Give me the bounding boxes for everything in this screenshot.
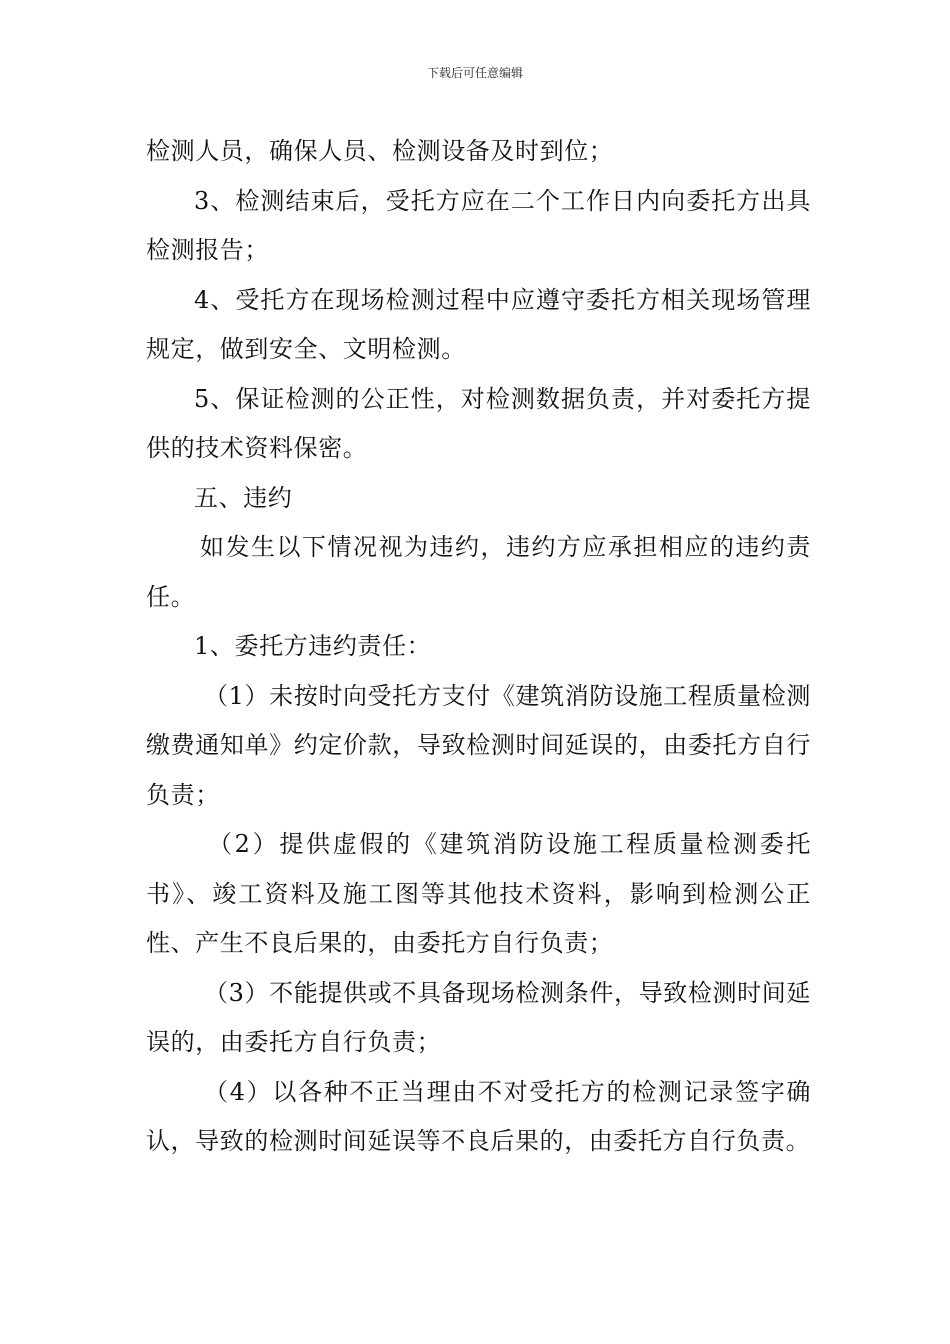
paragraph-breach-intro: 如发生以下情况视为违约，违约方应承担相应的违约责任。 [146,533,811,611]
section-heading-breach: 五、违约 [194,483,293,512]
paragraph-client-breach-1: （1）未按时向受托方支付《建筑消防设施工程质量检测缴费通知单》约定价款，导致检测时间延误的，由委托方自行负责； [146,681,811,809]
paragraph-client-breach-title: 1、委托方违约责任： [194,632,432,660]
paragraph-item-3: 3、检测结束后，受托方应在二个工作日内向委托方出具检测报告； [146,186,811,264]
paragraph-item-4: 4、受托方在现场检测过程中应遵守委托方相关现场管理规定，做到安全、文明检测。 [146,285,811,363]
paragraph-continuation: 检测人员，确保人员、检测设备及时到位； [146,137,614,165]
paragraph-client-breach-4: （4）以各种不正当理由不对受托方的检测记录签字确认，导致的检测时间延误等不良后果的，由委托方自行负责。 [146,1077,811,1155]
page-header: 下载后可任意编辑 [426,66,523,80]
paragraph-client-breach-3: （3）不能提供或不具备现场检测条件，导致检测时间延误的，由委托方自行负责； [146,978,811,1056]
paragraph-client-breach-2: （2）提供虚假的《建筑消防设施工程质量检测委托书》、竣工资料及施工图等其他技术资料，影响到检测公正性、产生不良后果的，由委托方自行负责； [146,830,811,957]
document-body [146,127,811,1167]
paragraph-item-5: 5、保证检测的公正性，对检测数据负责，并对委托方提供的技术资料保密。 [146,384,811,462]
